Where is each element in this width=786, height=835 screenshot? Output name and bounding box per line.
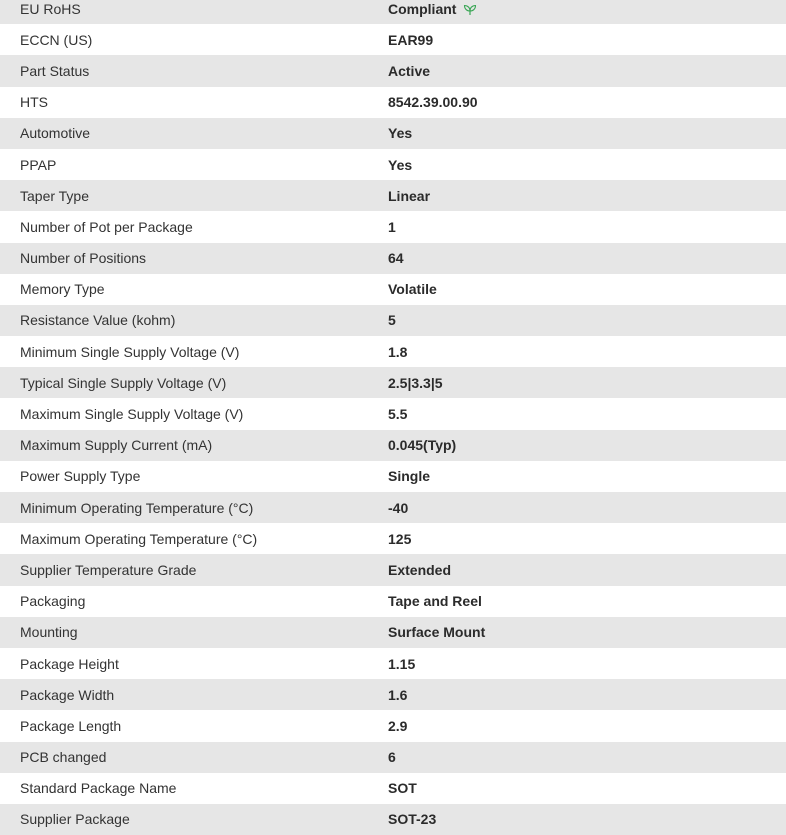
spec-label: Part Status	[20, 62, 90, 79]
spec-value: 2.9	[388, 717, 408, 734]
spec-label: Power Supply Type	[20, 468, 141, 485]
spec-label: Minimum Operating Temperature (°C)	[20, 499, 254, 516]
spec-row-resistance	[0, 305, 786, 336]
spec-row-pcb-changed	[0, 742, 786, 773]
spec-value: 64	[388, 250, 404, 267]
spec-value: 0.045(Typ)	[388, 437, 457, 454]
spec-row-taper-type	[0, 180, 786, 211]
spec-label: Package Length	[20, 717, 122, 734]
spec-label: Memory Type	[20, 281, 105, 298]
spec-label: Supplier Package	[20, 811, 130, 828]
spec-row-part-status	[0, 55, 786, 86]
spec-value: Compliant	[388, 0, 457, 17]
spec-label: PPAP	[20, 156, 57, 173]
spec-label: Maximum Supply Current (mA)	[20, 437, 213, 454]
spec-value: 1.15	[388, 655, 416, 672]
spec-label: Typical Single Supply Voltage (V)	[20, 374, 227, 391]
spec-value: Tape and Reel	[388, 593, 482, 610]
spec-row-max-operating-temp	[0, 523, 786, 554]
spec-label: Standard Package Name	[20, 780, 177, 797]
spec-label: EU RoHS	[20, 0, 81, 17]
spec-value: 125	[388, 530, 412, 547]
spec-value: SOT-23	[388, 811, 437, 828]
spec-label: ECCN (US)	[20, 31, 93, 48]
spec-row-min-operating-temp	[0, 492, 786, 523]
spec-label: Number of Pot per Package	[20, 218, 193, 235]
spec-row-temperature-grade	[0, 554, 786, 585]
spec-label: Resistance Value (kohm)	[20, 312, 176, 329]
spec-row-package-height	[0, 648, 786, 679]
spec-value: 1.6	[388, 686, 408, 703]
spec-label: Mounting	[20, 624, 78, 641]
spec-row-packaging	[0, 586, 786, 617]
spec-value: Linear	[388, 187, 431, 204]
spec-value: 6	[388, 749, 396, 766]
spec-row-package-width	[0, 679, 786, 710]
spec-row-max-supply-voltage	[0, 398, 786, 429]
leaf-icon	[463, 3, 477, 15]
spec-value: Yes	[388, 125, 413, 142]
spec-value: -40	[388, 499, 409, 516]
spec-value: Single	[388, 468, 431, 485]
spec-row-typ-supply-voltage	[0, 367, 786, 398]
spec-label: Number of Positions	[20, 250, 147, 267]
spec-value: EAR99	[388, 31, 434, 48]
spec-row-hts	[0, 87, 786, 118]
spec-label: Automotive	[20, 125, 91, 142]
spec-row-max-supply-current	[0, 430, 786, 461]
spec-value: 8542.39.00.90	[388, 94, 478, 111]
spec-label: Maximum Single Supply Voltage (V)	[20, 406, 244, 423]
spec-value: 1	[388, 218, 396, 235]
spec-row-standard-package-name	[0, 773, 786, 804]
spec-label: HTS	[20, 94, 48, 111]
spec-value: 2.5|3.3|5	[388, 374, 443, 391]
spec-value: Yes	[388, 156, 413, 173]
spec-row-eccn	[0, 24, 786, 55]
spec-row-eu-rohs	[0, 0, 786, 24]
spec-label: Supplier Temperature Grade	[20, 561, 197, 578]
spec-label: PCB changed	[20, 749, 107, 766]
spec-value: 5.5	[388, 406, 408, 423]
spec-value: Volatile	[388, 281, 437, 298]
spec-value-wrapper	[388, 1, 477, 17]
spec-row-memory-type	[0, 274, 786, 305]
spec-value: SOT	[388, 780, 417, 797]
spec-value: Active	[388, 62, 431, 79]
spec-row-supplier-package	[0, 804, 786, 835]
spec-value: Surface Mount	[388, 624, 486, 641]
spec-label: Package Height	[20, 655, 119, 672]
spec-row-ppap	[0, 149, 786, 180]
spec-label: Package Width	[20, 686, 115, 703]
spec-row-mounting	[0, 617, 786, 648]
spec-label: Maximum Operating Temperature (°C)	[20, 530, 258, 547]
spec-value: Extended	[388, 561, 452, 578]
spec-value: 1.8	[388, 343, 408, 360]
spec-row-automotive	[0, 118, 786, 149]
spec-row-power-supply-type	[0, 461, 786, 492]
spec-value: 5	[388, 312, 396, 329]
spec-row-positions	[0, 243, 786, 274]
spec-label: Taper Type	[20, 187, 90, 204]
spec-label: Packaging	[20, 593, 86, 610]
spec-row-min-supply-voltage	[0, 336, 786, 367]
spec-label: Minimum Single Supply Voltage (V)	[20, 343, 240, 360]
spec-row-pots-per-package	[0, 211, 786, 242]
spec-row-package-length	[0, 710, 786, 741]
